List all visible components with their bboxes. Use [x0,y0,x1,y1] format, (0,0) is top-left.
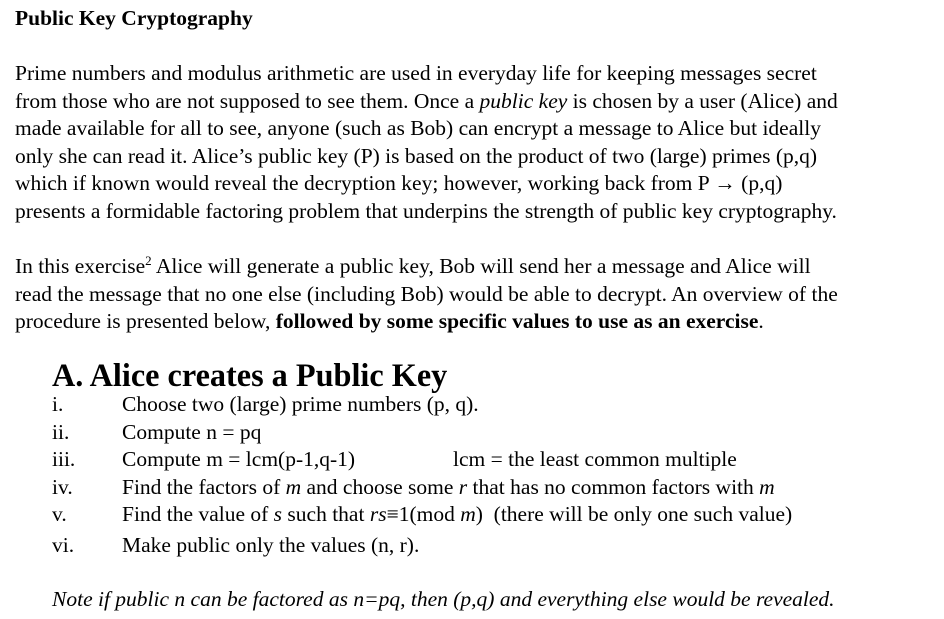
exercise-line-3-end: . [758,309,764,333]
step-number: iv. [52,474,73,499]
exercise-emphasis: followed by some specific values to use as an exercise [275,309,759,333]
step-text-part: such that [282,502,370,526]
step-number: vi. [52,533,75,557]
step-text-part: Find the factors of [122,474,286,499]
exercise-line-1 [15,253,940,281]
exercise-line-3-start: procedure is presented below, [15,309,276,333]
step-text: Compute m = lcm(p-1,q-1) [122,447,356,471]
math-var: rs [369,502,387,526]
lcm-definition: lcm = the least common multiple [453,447,737,471]
footnote-marker: 2 [145,253,152,268]
exercise-line-1-end: Alice will generate a public key, Bob will send her a message and Alice will [151,254,811,278]
step-number: v. [52,502,67,526]
math-var: m [285,474,302,499]
intro-paragraph [15,60,940,225]
math-var: m [460,502,476,526]
step-number: ii. [52,419,70,444]
exercise-paragraph [15,253,940,336]
exercise-line-1-start: In this exercise [15,254,146,278]
intro-line-6: presents a formidable factoring problem that underpins the strength of public key cryptography. [15,198,837,223]
factoring-note: Note if public n can be factored as n=pq, then (p,q) and everything else would be revealed. [52,587,835,611]
step-text [122,501,792,529]
exercise-line-3 [15,308,940,336]
exercise-line-2: read the message that no one else (including Bob) would be able to decrypt. An overview of the [15,281,838,306]
step-text: Choose two (large) prime numbers (p, q). [122,392,479,416]
step-text: Compute n = pq [122,419,262,444]
intro-line-1: Prime numbers and modulus arithmetic are used in everyday life for keeping messages secret [15,61,817,85]
math-part: ) [475,502,483,526]
step-text-part: that has no common factors with [467,474,760,499]
intro-line-2-start: from those who are not supposed to see them. Once a [15,88,480,113]
step-text [122,474,775,502]
step-text-part: and choose some [301,474,459,499]
math-var: s [273,502,283,526]
step-text: Make public only the values (n, r). [122,533,420,557]
intro-line-2-end: is chosen by a user (Alice) and [567,88,838,113]
math-part: 1(mod [398,502,461,526]
step-text-part: Find the value of [122,502,274,526]
math-var: m [759,474,775,499]
public-key-emphasis: public key [479,88,568,113]
step-text-part: (there will be only one such value) [482,502,793,526]
intro-line-5: which if known would reveal the decryption key; however, working back from P → (p,q) [15,171,783,195]
intro-line-2 [15,88,940,116]
section-a-heading: A. Alice creates a Public Key [52,357,448,393]
step-number: iii. [52,447,76,471]
intro-line-3: made available for all to see, anyone (such as Bob) can encrypt a message to Alice but ideally [15,116,821,140]
math-var: r [458,474,468,499]
intro-line-4: only she can read it. Alice’s public key (P) is based on the product of two (large) primes (p,q) [15,143,818,168]
step-number: i. [52,392,64,416]
page-title: Public Key Cryptography [15,6,253,30]
congruence-symbol: ≡ [386,502,399,526]
